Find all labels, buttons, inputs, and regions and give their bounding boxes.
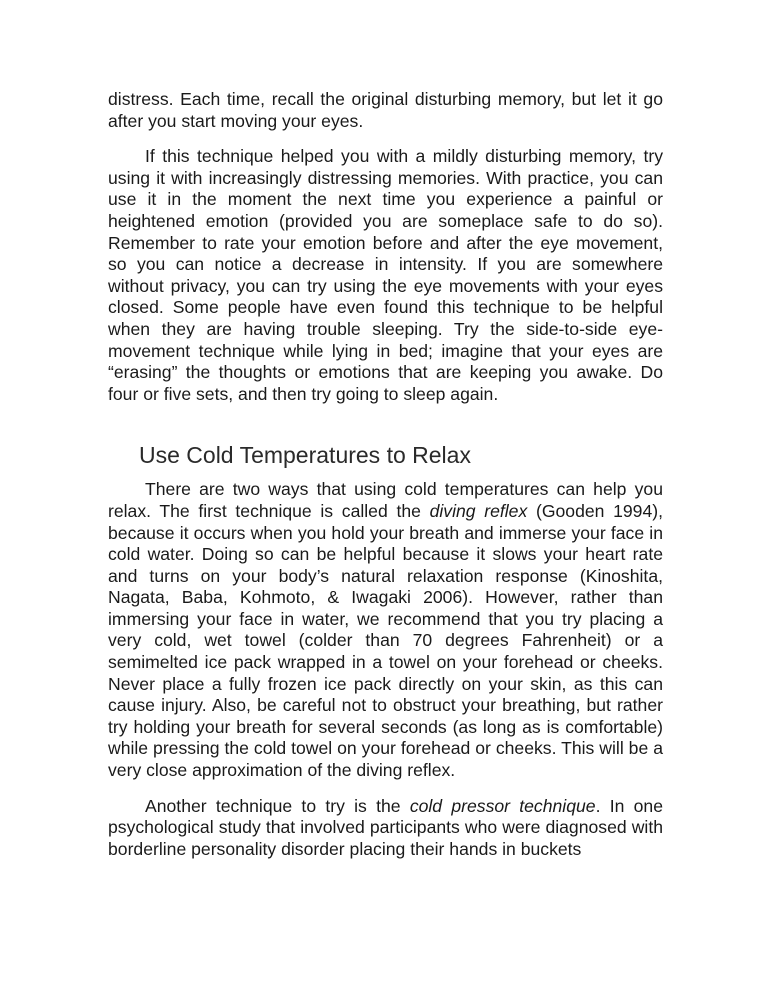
page-body [108, 89, 663, 860]
cold-pressor-term: cold pressor technique [409, 795, 596, 816]
paragraph-1: distress. Each time, recall the original disturbing memory, but let it go after you start moving your eyes. [108, 89, 663, 131]
paragraph-3 [108, 479, 663, 781]
paragraph-3-text-start: There are two ways that using cold temperatures can help you relax. The first technique is called the [108, 479, 663, 521]
paragraph-4 [108, 796, 663, 861]
paragraph-2: If this technique helped you with a mildly disturbing memory, try using it with increasingly distressing memories. With practice, you can use it in the moment the next time you experience a painful or heightened emotion (provided you are someplace safe to do so). Remember to rate your emotion before and after the eye movement, so you can notice a decrease in intensity. If you are somewhere without privacy, you can try using the eye movements with your eyes closed. Some people have even found this technique to be helpful when they are having trouble sleeping. Try the side-to-side eye-movement technique while lying in bed; imagine that your eyes are “erasing” the thoughts or emotions that are keeping you awake. Do four or five sets, and then try going to sleep again. [108, 146, 663, 404]
section-heading: Use Cold Temperatures to Relax [139, 442, 471, 469]
paragraph-3-text-end: (Gooden 1994), because it occurs when you hold your breath and immerse your face in cold water. Doing so can be helpful because it slows your heart rate and turns on your body’s natural relaxation response (Kinoshita, Nagata, Baba, Kohmoto, & Iwagaki 2006). However, rather than immersing your face in water, we recommend that you try placing a very cold, wet towel (colder than 70 degrees Fahrenheit) or a semimelted ice pack wrapped in a towel on your forehead or cheeks. Never place a fully frozen ice pack directly on your skin, as this can cause injury. Also, be careful not to obstruct your breathing, but rather try holding your breath for several seconds (as long as is comfortable) while pressing the cold towel on your forehead or cheeks. This will be a very close approximation of the diving reflex. [108, 500, 664, 781]
diving-reflex-term: diving reflex [429, 500, 528, 521]
paragraph-4-text-start: Another technique to try is the [145, 795, 410, 816]
paragraph-4-text-end: . In one psychological study that involved participants who were diagnosed with borderline personality disorder placing their hands in buckets [108, 795, 663, 859]
